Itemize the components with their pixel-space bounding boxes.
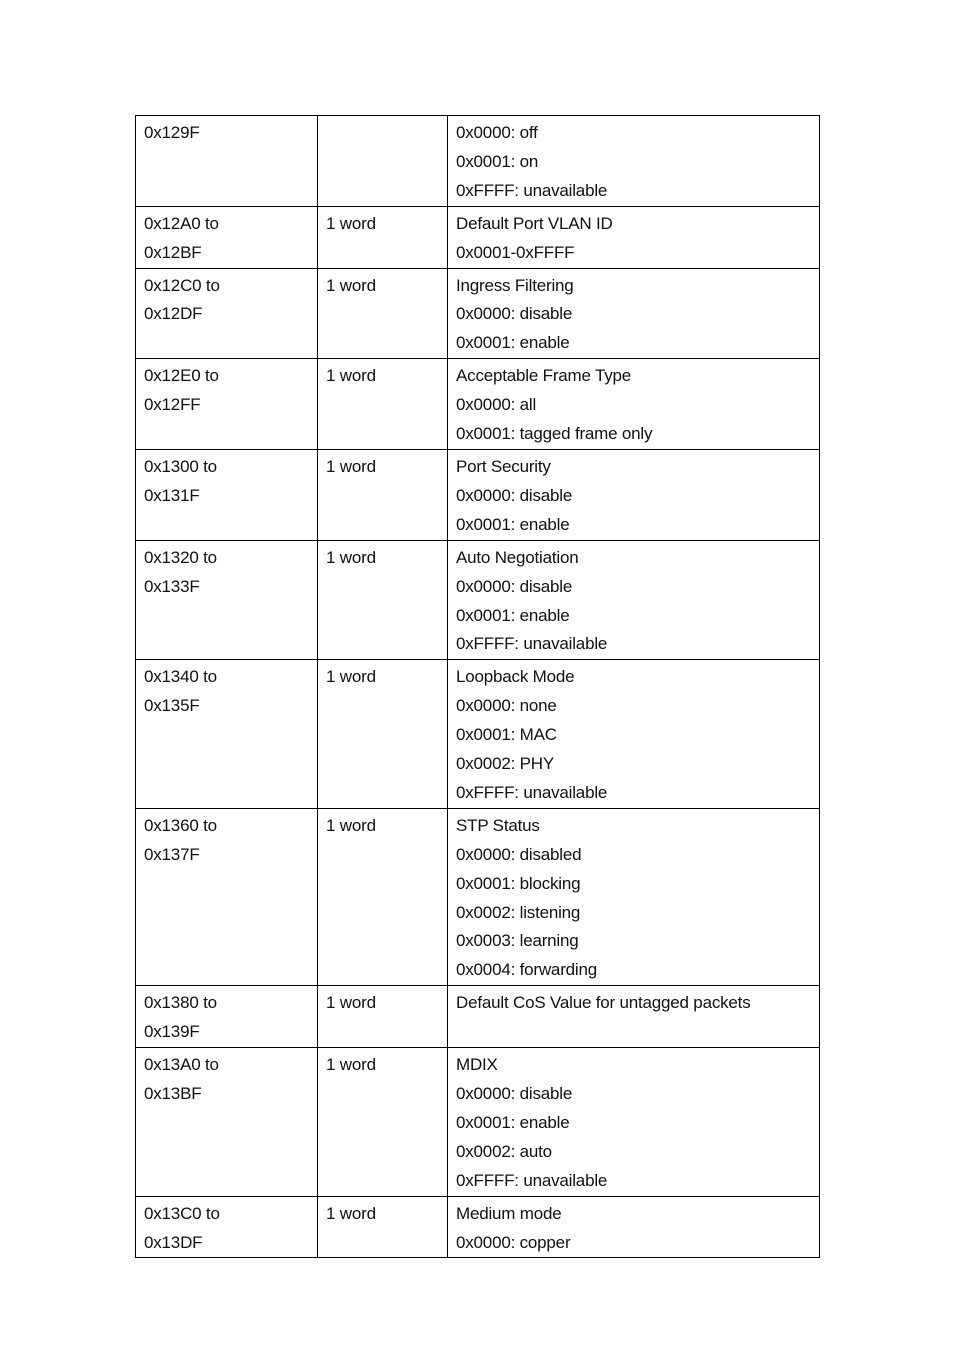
register-table [135, 115, 820, 1258]
description-text: 0x0004: forwarding [456, 960, 597, 980]
address-text: 0x12C0 to [144, 275, 220, 295]
size-cell [318, 268, 448, 359]
address-text: 0x1360 to [144, 815, 217, 835]
address-cell [136, 268, 318, 359]
description-text: Loopback Mode [456, 667, 575, 687]
size-text: 1 word [326, 275, 376, 295]
address-cell [136, 1196, 318, 1258]
size-cell [318, 1196, 448, 1258]
description-text [456, 1018, 811, 1047]
address-text: 0x12FF [144, 395, 201, 415]
size-text: 1 word [326, 213, 376, 233]
description-text: 0x0000: disable [456, 304, 573, 324]
description-cell [448, 1048, 820, 1197]
size-text: 1 word [326, 456, 376, 476]
address-text: 0x13DF [144, 1232, 203, 1252]
table-row [136, 986, 820, 1048]
table-row [136, 449, 820, 540]
size-cell [318, 808, 448, 985]
size-text: 1 word [326, 366, 376, 386]
description-cell [448, 540, 820, 660]
size-text: 1 word [326, 993, 376, 1013]
table-row [136, 660, 820, 809]
address-text: 0x12DF [144, 304, 203, 324]
address-cell [136, 206, 318, 268]
description-text: Acceptable Frame Type [456, 366, 632, 386]
description-text: Default Port VLAN ID [456, 213, 613, 233]
description-text: 0x0000: copper [456, 1232, 571, 1252]
description-cell [448, 808, 820, 985]
size-cell [318, 540, 448, 660]
address-text: 0x1300 to [144, 456, 217, 476]
table-row [136, 540, 820, 660]
description-text: 0x0000: none [456, 696, 557, 716]
description-text: 0xFFFF: unavailable [456, 634, 608, 654]
description-text: 0xFFFF: unavailable [456, 1170, 608, 1190]
size-text: 1 word [326, 547, 376, 567]
address-text: 0x13BF [144, 1084, 202, 1103]
address-text: 0x12A0 to [144, 213, 219, 233]
description-text: 0x0000: disable [456, 485, 573, 505]
address-text: 0x13C0 to [144, 1203, 220, 1223]
address-cell [136, 986, 318, 1048]
document-page [135, 115, 820, 1258]
description-text: 0x0001: on [456, 151, 539, 171]
description-text: 0x0000: all [456, 395, 537, 415]
description-cell [448, 1196, 820, 1258]
address-cell [136, 540, 318, 660]
address-cell [136, 116, 318, 207]
size-cell [318, 986, 448, 1048]
table-row [136, 808, 820, 985]
address-text: 0x129F [144, 123, 200, 142]
table-row [136, 116, 820, 207]
description-text: Medium mode [456, 1203, 562, 1223]
description-text: Ingress Filtering [456, 275, 574, 295]
address-text: 0x139F [144, 1022, 200, 1042]
description-text: 0xFFFF: unavailable [456, 782, 608, 802]
table-row [136, 206, 820, 268]
address-text: 0x135F [144, 696, 200, 716]
address-cell [136, 808, 318, 985]
size-text: 1 word [326, 1055, 376, 1075]
address-text: 0x1320 to [144, 547, 217, 567]
description-cell [448, 359, 820, 450]
description-text: 0x0002: listening [456, 902, 581, 922]
description-text: 0x0001: enable [456, 1112, 570, 1132]
description-text: 0x0002: auto [456, 1141, 552, 1161]
description-cell [448, 449, 820, 540]
description-text: 0x0001: tagged frame only [456, 424, 653, 444]
address-text: 0x12E0 to [144, 366, 219, 386]
description-text: Default CoS Value for untagged packets [456, 993, 751, 1013]
size-text: 1 word [326, 667, 376, 687]
address-text: 0x1340 to [144, 667, 217, 687]
description-text: 0x0002: PHY [456, 754, 554, 774]
size-text: 1 word [326, 815, 376, 835]
size-cell [318, 116, 448, 207]
table-row [136, 268, 820, 359]
address-text: 0x13A0 to [144, 1055, 219, 1075]
address-text: 0x12BF [144, 242, 202, 262]
description-text: 0x0000: disable [456, 1084, 573, 1103]
description-cell [448, 660, 820, 809]
description-text: 0x0000: disabled [456, 844, 582, 864]
table-row [136, 1196, 820, 1258]
description-text: 0x0001: enable [456, 333, 570, 353]
description-text: 0x0001: MAC [456, 725, 557, 745]
size-cell [318, 660, 448, 809]
size-cell [318, 449, 448, 540]
address-cell [136, 449, 318, 540]
description-text: Auto Negotiation [456, 547, 579, 567]
description-text: 0xFFFF: unavailable [456, 180, 608, 200]
address-text: 0x137F [144, 844, 200, 864]
address-cell [136, 660, 318, 809]
description-text: 0x0001: blocking [456, 873, 581, 893]
size-cell [318, 359, 448, 450]
description-text: MDIX [456, 1055, 498, 1075]
description-text: STP Status [456, 815, 540, 835]
description-text: 0x0000: off [456, 123, 538, 142]
description-cell [448, 206, 820, 268]
description-text: 0x0001: enable [456, 605, 570, 625]
address-cell [136, 1048, 318, 1197]
description-text: 0x0001: enable [456, 514, 570, 534]
description-cell [448, 116, 820, 207]
table-row [136, 1048, 820, 1197]
address-cell [136, 359, 318, 450]
description-cell [448, 268, 820, 359]
description-cell [448, 986, 820, 1048]
description-text: Port Security [456, 456, 551, 476]
address-text: 0x1380 to [144, 993, 217, 1013]
size-cell [318, 1048, 448, 1197]
size-cell [318, 206, 448, 268]
description-text: 0x0001-0xFFFF [456, 242, 575, 262]
register-table-body [136, 116, 820, 1258]
table-row [136, 359, 820, 450]
description-text: 0x0003: learning [456, 931, 579, 951]
description-text: 0x0000: disable [456, 576, 573, 596]
address-text: 0x131F [144, 485, 200, 505]
address-text: 0x133F [144, 576, 200, 596]
size-text: 1 word [326, 1203, 376, 1223]
